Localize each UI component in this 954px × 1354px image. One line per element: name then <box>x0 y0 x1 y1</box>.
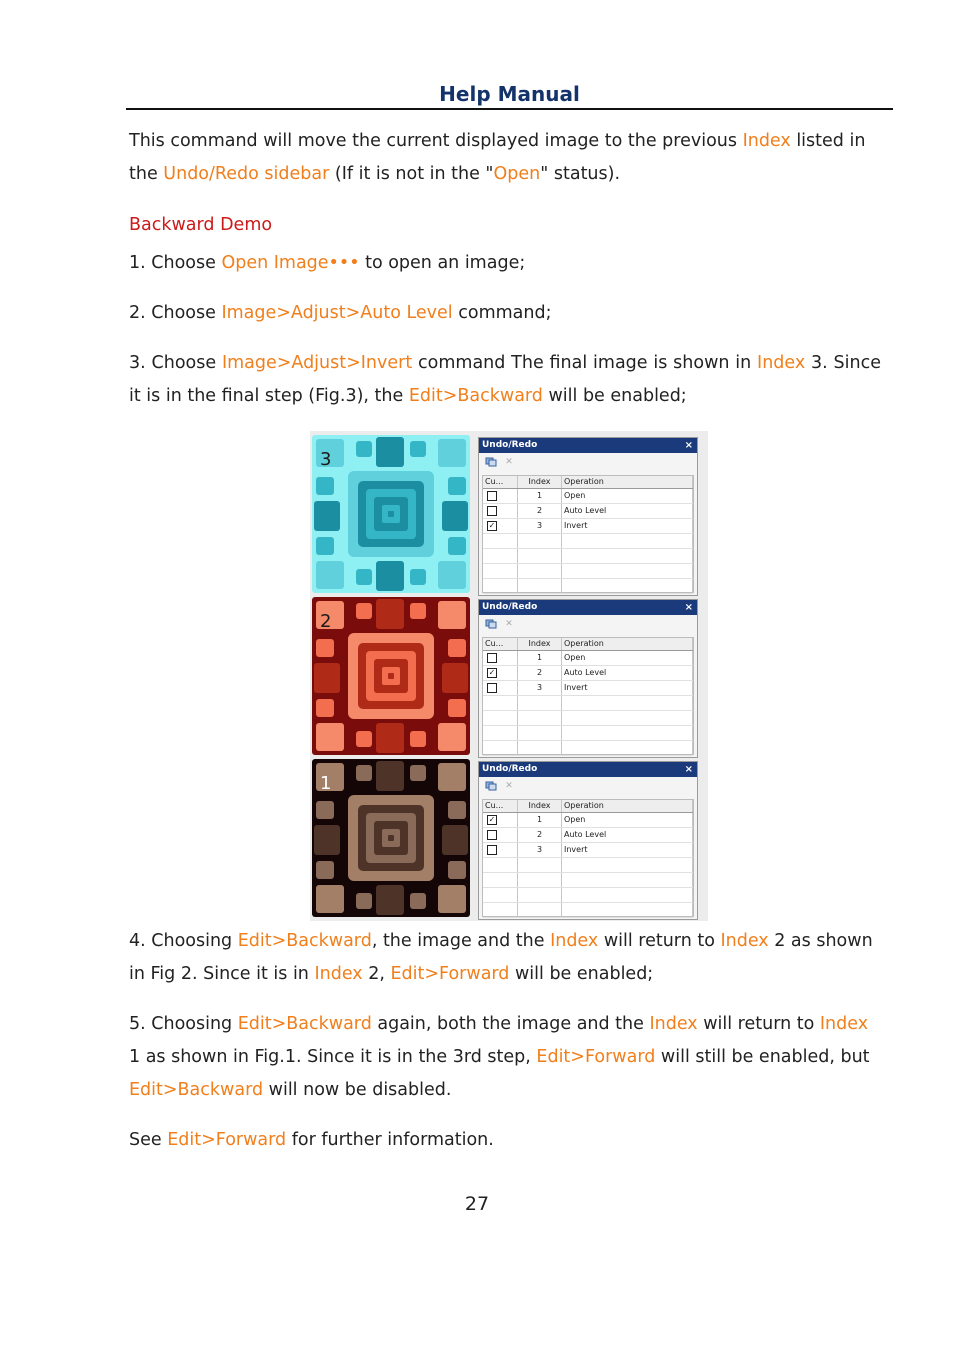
current-cell <box>483 726 518 740</box>
pattern-image <box>312 759 470 917</box>
step4-text-4: 2 as shown in Fig 2. Since it is in <box>129 931 873 984</box>
table-row <box>483 741 693 756</box>
pattern-tile <box>410 569 426 585</box>
header-rule <box>126 108 893 110</box>
operation-cell <box>562 549 693 563</box>
current-cell <box>483 873 518 887</box>
operation-cell <box>562 696 693 710</box>
pattern-tile <box>410 441 426 457</box>
intro-text-3: (If it is not in the " <box>329 164 494 184</box>
operation-cell <box>562 579 693 593</box>
index-cell: 3 <box>518 681 562 695</box>
index-cell <box>518 696 562 710</box>
operation-cell <box>562 888 693 902</box>
current-checkbox[interactable] <box>487 491 497 501</box>
index-cell: 1 <box>518 651 562 665</box>
pattern-tile <box>448 639 466 657</box>
link-index[interactable]: Index <box>314 964 363 984</box>
pattern-tile <box>356 765 372 781</box>
pattern-tile <box>314 663 340 693</box>
link-index[interactable]: Index <box>819 1014 869 1034</box>
page-number: 27 <box>464 1193 490 1215</box>
table-row <box>483 534 693 549</box>
pattern-tile <box>316 639 334 657</box>
step-1 <box>129 247 881 280</box>
link-edit-forward[interactable]: Edit>Forward <box>536 1047 656 1067</box>
step-5 <box>129 1008 881 1107</box>
table-row[interactable] <box>483 813 693 828</box>
pattern-tile <box>316 861 334 879</box>
close-icon[interactable]: × <box>684 764 693 775</box>
panel-title <box>479 438 697 453</box>
operation-cell <box>562 741 693 755</box>
step5-text-1: 5. Choosing <box>129 1014 238 1034</box>
current-cell <box>483 681 518 695</box>
pattern-tile <box>442 663 468 693</box>
step1-text-2: to open an image; <box>359 253 526 273</box>
link-index[interactable]: Index <box>742 131 791 151</box>
column-header[interactable]: Index <box>518 476 562 488</box>
column-header[interactable]: Operation <box>562 800 693 812</box>
index-cell <box>518 903 562 917</box>
index-cell: 1 <box>518 813 562 827</box>
table-row <box>483 564 693 579</box>
column-header[interactable]: Cu... <box>483 800 518 812</box>
pattern-tile <box>316 699 334 717</box>
link-edit-backward[interactable]: Edit>Backward <box>129 1080 264 1100</box>
pattern-tile <box>442 501 468 531</box>
pattern-tile <box>316 801 334 819</box>
pattern-tile <box>376 437 404 467</box>
intro-text-4: " status). <box>540 164 621 184</box>
step2-text-1: 2. Choose <box>129 303 222 323</box>
table-row[interactable] <box>483 519 693 534</box>
image-thumbnail <box>312 435 470 593</box>
table-header <box>483 800 693 813</box>
current-cell <box>483 564 518 578</box>
link-auto-level[interactable]: Image>Adjust>Auto Level <box>221 303 453 323</box>
pattern-image <box>312 597 470 755</box>
table-row[interactable] <box>483 843 693 858</box>
operation-cell: Auto Level <box>562 504 693 518</box>
pattern-tile <box>356 603 372 619</box>
current-cell <box>483 828 518 842</box>
link-edit-backward[interactable]: Edit>Backward <box>237 931 372 951</box>
operation-cell: Open <box>562 489 693 503</box>
panel-title-text: Undo/Redo <box>482 764 538 774</box>
table-header <box>483 476 693 489</box>
history-table <box>482 799 694 917</box>
pattern-tile <box>442 825 468 855</box>
pattern-tile <box>410 765 426 781</box>
index-cell: 3 <box>518 843 562 857</box>
column-header[interactable]: Index <box>518 800 562 812</box>
current-cell <box>483 549 518 563</box>
link-undo-redo-sidebar[interactable]: Undo/Redo sidebar <box>163 164 330 184</box>
column-header[interactable]: Operation <box>562 476 693 488</box>
operation-cell: Auto Level <box>562 666 693 680</box>
step1-text-1: 1. Choose <box>129 253 222 273</box>
pattern-tile <box>438 561 466 589</box>
image-thumbnail <box>312 759 470 917</box>
column-header[interactable]: Cu... <box>483 638 518 650</box>
current-checkbox[interactable]: ✓ <box>488 667 496 677</box>
index-cell <box>518 741 562 755</box>
pattern-image <box>312 435 470 593</box>
index-cell: 3 <box>518 519 562 533</box>
pattern-tile <box>356 893 372 909</box>
operation-cell: Open <box>562 813 693 827</box>
current-checkbox[interactable] <box>487 683 497 693</box>
operation-cell <box>562 873 693 887</box>
pattern-tile <box>316 885 344 913</box>
current-checkbox[interactable] <box>487 845 497 855</box>
pattern-tile <box>448 861 466 879</box>
step4-text-2: , the image and the <box>371 931 551 951</box>
link-edit-backward[interactable]: Edit>Backward <box>408 386 543 406</box>
operation-cell <box>562 711 693 725</box>
step5-text-4: 1 as shown in Fig.1. Since it is in the 3rd step, <box>129 1047 537 1067</box>
pattern-tile <box>314 501 340 531</box>
operation-cell: Open <box>562 651 693 665</box>
step4-text-6: will be enabled; <box>509 964 654 984</box>
table-header <box>483 638 693 651</box>
index-cell: 2 <box>518 504 562 518</box>
step5-text-6: will now be disabled. <box>263 1080 452 1100</box>
index-cell <box>518 888 562 902</box>
current-cell <box>483 741 518 755</box>
copy-icon[interactable] <box>485 457 497 467</box>
step5-text-3: will return to <box>697 1014 820 1034</box>
index-cell <box>518 873 562 887</box>
copy-icon[interactable] <box>485 619 497 629</box>
index-cell: 2 <box>518 666 562 680</box>
index-cell: 2 <box>518 828 562 842</box>
pattern-tile <box>438 601 466 629</box>
pattern-tile <box>314 825 340 855</box>
current-cell <box>483 579 518 593</box>
step-4 <box>129 925 881 991</box>
operation-cell: Auto Level <box>562 828 693 842</box>
column-header[interactable]: Operation <box>562 638 693 650</box>
operation-cell: Invert <box>562 519 693 533</box>
pattern-tile <box>410 731 426 747</box>
index-cell <box>518 858 562 872</box>
index-cell <box>518 564 562 578</box>
close-icon[interactable]: × <box>684 440 693 451</box>
figure-row <box>310 757 708 920</box>
table-row <box>483 858 693 873</box>
current-cell <box>483 519 518 533</box>
link-invert[interactable]: Image>Adjust>Invert <box>221 353 413 373</box>
operation-cell <box>562 564 693 578</box>
pattern-tile <box>448 801 466 819</box>
operation-cell <box>562 726 693 740</box>
pattern-tile <box>376 761 404 791</box>
figure-row <box>310 433 708 596</box>
step4-text-1: 4. Choosing <box>129 931 238 951</box>
step-3 <box>129 347 881 413</box>
demo-heading: Backward Demo <box>129 215 273 235</box>
figure-number-label: 2 <box>320 611 332 632</box>
intro-text-1: This command will move the current displayed image to the previous <box>129 131 743 151</box>
close-icon[interactable]: × <box>684 602 693 613</box>
link-index[interactable]: Index <box>720 931 769 951</box>
undo-redo-panel <box>478 437 698 596</box>
index-cell <box>518 579 562 593</box>
delete-icon[interactable]: ✕ <box>505 781 513 791</box>
current-checkbox[interactable]: ✓ <box>488 520 496 530</box>
pattern-tile <box>316 723 344 751</box>
step4-text-5: 2, <box>362 964 391 984</box>
table-row <box>483 711 693 726</box>
see-also-text-2: for further information. <box>286 1130 494 1150</box>
link-open[interactable]: Open <box>493 164 541 184</box>
panel-title <box>479 762 697 777</box>
column-header[interactable]: Cu... <box>483 476 518 488</box>
table-row <box>483 579 693 594</box>
pattern-tile <box>376 599 404 629</box>
table-row <box>483 873 693 888</box>
current-cell <box>483 504 518 518</box>
pattern-tile <box>438 439 466 467</box>
operation-cell <box>562 903 693 917</box>
current-checkbox[interactable] <box>487 506 497 516</box>
step5-text-2: again, both the image and the <box>371 1014 650 1034</box>
pattern-tile <box>448 699 466 717</box>
table-row[interactable] <box>483 489 693 504</box>
table-row <box>483 696 693 711</box>
current-cell <box>483 858 518 872</box>
current-cell <box>483 651 518 665</box>
see-also <box>129 1124 881 1157</box>
link-edit-forward[interactable]: Edit>Forward <box>390 964 510 984</box>
pattern-tile <box>316 477 334 495</box>
link-edit-backward[interactable]: Edit>Backward <box>237 1014 372 1034</box>
index-cell <box>518 711 562 725</box>
figure-row <box>310 595 708 758</box>
step3-text-1: 3. Choose <box>129 353 222 373</box>
link-edit-forward[interactable]: Edit>Forward <box>167 1130 287 1150</box>
step2-text-2: command; <box>452 303 552 323</box>
current-cell <box>483 696 518 710</box>
current-cell <box>483 903 518 917</box>
undo-redo-panel <box>478 761 698 920</box>
pattern-tile <box>388 511 394 517</box>
step4-text-3: will return to <box>598 931 721 951</box>
link-index[interactable]: Index <box>757 353 806 373</box>
pattern-tile <box>356 731 372 747</box>
table-row <box>483 549 693 564</box>
link-index[interactable]: Index <box>649 1014 698 1034</box>
pattern-tile <box>376 561 404 591</box>
history-table <box>482 637 694 755</box>
delete-icon[interactable]: ✕ <box>505 619 513 629</box>
pattern-tile <box>316 537 334 555</box>
step5-text-5: will still be enabled, but <box>655 1047 870 1067</box>
figure-number-label: 3 <box>320 449 332 470</box>
pattern-tile <box>410 893 426 909</box>
table-row <box>483 726 693 741</box>
current-cell <box>483 843 518 857</box>
step3-text-2: command The final image is shown in <box>412 353 758 373</box>
panel-toolbar <box>479 453 697 472</box>
pattern-tile <box>316 561 344 589</box>
link-index[interactable]: Index <box>550 931 599 951</box>
copy-icon[interactable] <box>485 781 497 791</box>
index-cell: 1 <box>518 489 562 503</box>
table-row <box>483 888 693 903</box>
panel-title <box>479 600 697 615</box>
pattern-tile <box>376 885 404 915</box>
pattern-tile <box>438 885 466 913</box>
current-cell <box>483 888 518 902</box>
pattern-tile <box>388 835 394 841</box>
pattern-tile <box>376 723 404 753</box>
index-cell <box>518 549 562 563</box>
table-row[interactable] <box>483 681 693 696</box>
delete-icon[interactable]: ✕ <box>505 457 513 467</box>
pattern-tile <box>410 603 426 619</box>
panel-toolbar <box>479 615 697 634</box>
undo-redo-demo-figure <box>310 431 708 921</box>
page-header: Help Manual <box>439 82 580 106</box>
history-table <box>482 475 694 593</box>
step-2 <box>129 297 881 330</box>
table-row <box>483 903 693 918</box>
intro-text-2: listed in the <box>129 131 866 184</box>
operation-cell: Invert <box>562 843 693 857</box>
image-thumbnail <box>312 597 470 755</box>
see-also-text-1: See <box>129 1130 168 1150</box>
panel-title-text: Undo/Redo <box>482 440 538 450</box>
link-open-image[interactable]: Open Image••• <box>221 253 360 273</box>
step3-text-4: will be enabled; <box>542 386 687 406</box>
pattern-tile <box>448 537 466 555</box>
operation-cell <box>562 858 693 872</box>
current-cell <box>483 534 518 548</box>
step3-text-3: 3. Since it is in the final step (Fig.3), the <box>129 353 881 406</box>
pattern-tile <box>438 723 466 751</box>
pattern-tile <box>356 569 372 585</box>
operation-cell <box>562 534 693 548</box>
undo-redo-panel <box>478 599 698 758</box>
current-cell <box>483 813 518 827</box>
current-cell <box>483 489 518 503</box>
table-row[interactable] <box>483 666 693 681</box>
panel-toolbar <box>479 777 697 796</box>
current-cell <box>483 711 518 725</box>
intro-paragraph <box>129 125 881 191</box>
operation-cell: Invert <box>562 681 693 695</box>
current-cell <box>483 666 518 680</box>
table-row[interactable] <box>483 828 693 843</box>
pattern-tile <box>388 673 394 679</box>
index-cell <box>518 726 562 740</box>
table-row[interactable] <box>483 651 693 666</box>
current-checkbox[interactable] <box>487 653 497 663</box>
pattern-tile <box>448 477 466 495</box>
pattern-tile <box>356 441 372 457</box>
pattern-tile <box>438 763 466 791</box>
table-row[interactable] <box>483 504 693 519</box>
current-checkbox[interactable] <box>487 830 497 840</box>
figure-number-label: 1 <box>320 773 332 794</box>
column-header[interactable]: Index <box>518 638 562 650</box>
panel-title-text: Undo/Redo <box>482 602 538 612</box>
current-checkbox[interactable]: ✓ <box>488 814 496 824</box>
index-cell <box>518 534 562 548</box>
